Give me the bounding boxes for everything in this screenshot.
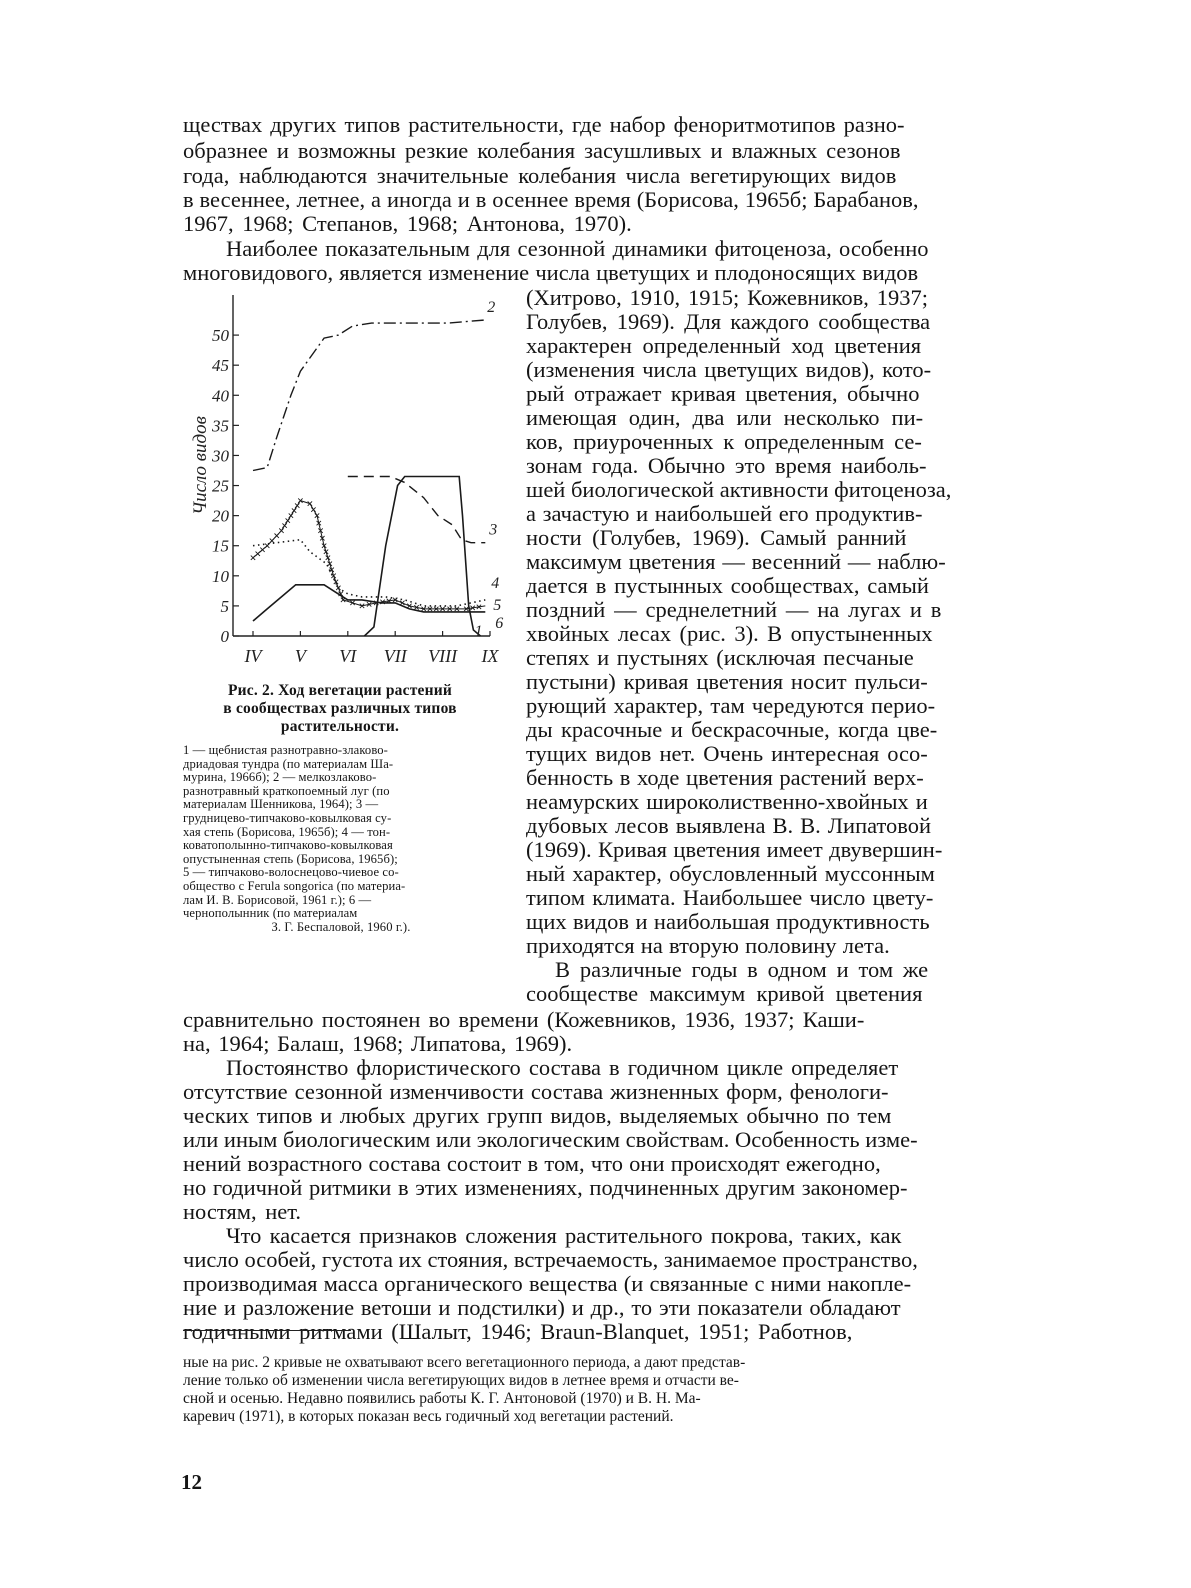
y-tick-label: 35 [212, 416, 229, 436]
text-line: ности (Голубев, 1969). Самый ранний [526, 525, 907, 550]
text-line: сравнительно постоянен во времени (Кожевников, 1936, 1937; Каши- [183, 1007, 865, 1032]
text-line: образнее и возможны резкие колебания засушливых и влажных сезонов [183, 138, 901, 163]
y-axis-label: Число видов [190, 416, 211, 515]
text-line: тущих видов нет. Очень интересная осо- [526, 741, 928, 766]
text-line: (Хитрово, 1910, 1915; Кожевников, 1937; [526, 285, 928, 310]
text-line: В различные годы в одном и том же [555, 957, 929, 982]
footnote-line: ные на рис. 2 кривые не охватывают всего вегетационного периода, а дают представ- [183, 1354, 746, 1371]
figure-caption [180, 682, 500, 736]
text-line: щих видов и наибольшая продуктивность [526, 909, 930, 934]
text-line: отсутствие сезонной изменчивости состава жизненных форм, фенологи- [183, 1079, 889, 1104]
series-marker-5 [265, 544, 269, 548]
footnote-line: ление только об изменении числа вегетирующих видов в летнее время и отчасти ве- [183, 1372, 739, 1389]
series-marker-5 [260, 548, 264, 552]
series-label-4: 4 [491, 574, 500, 592]
text-line: дубовых лесов выявлена В. В. Липатовой [526, 813, 932, 838]
text-line: степях и пустынях (исключая песчаные [526, 645, 914, 670]
x-tick-label: VIII [428, 646, 458, 666]
y-tick-label: 10 [212, 566, 229, 586]
legend-line: опустыненная степь (Борисова, 1965б); [183, 851, 398, 866]
x-tick-label: VI [339, 646, 357, 666]
text-line: ществах других типов растительности, где набор феноритмотипов разно- [183, 112, 905, 137]
series-marker-5 [292, 508, 296, 512]
series-marker-5 [256, 552, 260, 556]
text-line: неамурских широколиственно-хвойных и [526, 789, 928, 814]
caption-line: Рис. 2. Ход вегетации растений [228, 682, 452, 699]
text-line: приходятся на вторую половину лета. [526, 933, 890, 958]
series-marker-5 [279, 528, 283, 532]
text-line: (1969). Кривая цветения имеет двувершин- [526, 837, 943, 862]
text-line: многовидового, является изменение числа цветущих и плодоносящих видов [183, 260, 919, 285]
legend-line: общество с Ferula songorica (по материа- [183, 878, 406, 893]
text-line: в весеннее, летнее, а иногда и в осеннее время (Борисова, 1965б; Барабанов, [183, 187, 919, 212]
figure-legend [183, 744, 499, 934]
text-line: рующий характер, там чередуются перио- [526, 693, 936, 718]
legend-line: 5 — типчаково-волоснецово-чиевое со- [183, 865, 399, 880]
page-number: 12 [181, 1470, 202, 1494]
text-line: зонам года. Обычно это время наиболь- [526, 453, 927, 478]
series-marker-5 [295, 503, 299, 507]
y-tick-label: 25 [212, 476, 229, 496]
series-label-6: 6 [495, 614, 504, 632]
text-line: рый отражает кривая цветения, обычно [526, 381, 920, 406]
series-marker-5 [251, 556, 255, 560]
legend-line: хая степь (Борисова, 1965б); 4 — тон- [183, 824, 391, 839]
vegetation-chart [180, 285, 510, 675]
series-marker-5 [282, 523, 286, 527]
text-line: Постоянство флористического состава в годичном цикле определяет [226, 1055, 899, 1080]
legend-line: коватополынно-типчаково-ковылковая [183, 838, 393, 853]
y-tick-label: 5 [220, 596, 229, 616]
series-line-4 [253, 540, 485, 606]
text-line: годичными ритмами (Шалыт, 1946; Braun-Blanquet, 1951; Работнов, [183, 1319, 853, 1344]
x-tick-label: IX [481, 646, 499, 666]
text-line: бенность в ходе цветения растений верх- [526, 765, 924, 790]
footnote-rule [183, 1330, 351, 1331]
text-line: шей биологической активности фитоценоза, [526, 477, 952, 502]
legend-line: лам И. В. Борисовой, 1961 г.); 6 — [183, 892, 372, 907]
legend-line: З. Г. Беспаловой, 1960 г.). [271, 919, 411, 934]
series-marker-5 [311, 507, 315, 511]
footnote-line: каревич (1971), в которых показан весь годичный ход вегетации растений. [183, 1408, 674, 1425]
text-line: имеющая один, два или несколько пи- [526, 405, 924, 430]
text-line: производимая масса органического вещества (и связанные с ними накопле- [183, 1271, 912, 1296]
legend-line: грудницево-типчаково-ковылковая су- [183, 810, 392, 825]
text-line: (изменения числа цветущих видов), кото- [526, 357, 932, 382]
series-marker-5 [336, 586, 340, 590]
series-marker-5 [270, 539, 274, 543]
series-marker-5 [275, 533, 279, 537]
text-line: ческих типов и любых других групп видов, выделяемых обычно по тем [183, 1103, 892, 1128]
x-tick-label: VII [383, 646, 407, 666]
y-tick-label: 20 [212, 506, 229, 526]
text-line: характерен определенный ход цветения [526, 333, 922, 358]
text-line: ды красочные и бескрасочные, когда цве- [526, 717, 938, 742]
series-label-2: 2 [487, 299, 496, 317]
series-line-6 [253, 585, 485, 621]
y-tick-label: 40 [212, 386, 229, 406]
y-tick-label: 15 [212, 536, 229, 556]
text-line: ный характер, обусловленный муссонным [526, 861, 935, 886]
chart-axes [211, 295, 502, 666]
legend-line: дриадовая тундра (по материалам Ша- [183, 756, 394, 771]
caption-line: растительности. [280, 718, 400, 735]
y-tick-label: 45 [212, 356, 229, 376]
series-marker-5 [289, 513, 293, 517]
text-line: максимум цветения — весенний — наблю- [526, 549, 946, 574]
legend-line: 1 — щебнистая разнотравно-злаково- [183, 743, 388, 757]
series-label-3: 3 [489, 521, 498, 539]
text-line: на, 1964; Балаш, 1968; Липатова, 1969). [183, 1031, 573, 1056]
x-tick-label: IV [244, 646, 262, 666]
text-line: года, наблюдаются значительные колебания числа вегетирующих видов [183, 163, 897, 188]
text-line: ностям, нет. [183, 1199, 302, 1224]
text-line: поздний — среднелетний — на лугах и в [526, 597, 942, 622]
series-marker-5 [286, 518, 290, 522]
series-line-3 [348, 477, 486, 543]
text-line: ков, приуроченных к определенным се- [526, 429, 922, 454]
text-line: Голубев, 1969). Для каждого сообщества [526, 309, 931, 334]
caption-line: в сообществах различных типов [223, 700, 457, 717]
text-line: нений возрастного состава состоит в том, что они происходят ежегодно, [183, 1151, 881, 1176]
series-line-5 [253, 501, 485, 609]
text-line: число особей, густота их стояния, встречаемость, занимаемое пространство, [183, 1247, 918, 1272]
text-line: пустыни) кривая цветения носит пульси- [526, 669, 928, 694]
text-line: 1967, 1968; Степанов, 1968; Антонова, 1970). [183, 211, 632, 236]
text-line: но годичной ритмики в этих изменениях, подчиненных другим закономер- [183, 1175, 908, 1200]
text-line: ние и разложение ветоши и подстилки) и др., то эти показатели обладают [183, 1295, 901, 1320]
text-line: а зачастую и наибольшей его продуктив- [526, 501, 923, 526]
text-line: сообществе максимум кривой цветения [526, 981, 923, 1006]
series-label-5: 5 [493, 596, 502, 614]
x-tick-label: V [294, 646, 306, 666]
y-tick-label: 30 [212, 446, 229, 466]
legend-line: мурина, 1966б); 2 — мелкозлаково- [183, 770, 377, 785]
chart-plot-area [251, 299, 503, 640]
y-tick-label: 50 [212, 326, 229, 346]
text-line: типом климата. Наибольшее число цвету- [526, 885, 934, 910]
series-line-2 [253, 320, 485, 471]
legend-line: разнотравный краткопоемный луг (по [183, 783, 390, 798]
y-tick-label: 0 [220, 627, 229, 646]
legend-line: материалам Шенникова, 1964); 3 — [183, 797, 379, 812]
text-line: Что касается признаков сложения растительного покрова, таких, как [226, 1223, 902, 1248]
text-line: хвойных лесах (рис. 3). В опустыненных [526, 621, 933, 646]
text-line: Наиболее показательным для сезонной динамики фитоценоза, особенно [226, 236, 929, 261]
series-label-1: 1 [474, 623, 483, 640]
footnote-line: сной и осенью. Недавно появились работы К. Г. Антоновой (1970) и В. Н. Ма- [183, 1390, 701, 1407]
legend-line: чернополынник (по материалам [183, 906, 358, 921]
text-line: дается в пустынных сообществах, самый [526, 573, 929, 598]
text-line: или иным биологическим или экологическим свойствам. Особенность изме- [183, 1127, 918, 1152]
